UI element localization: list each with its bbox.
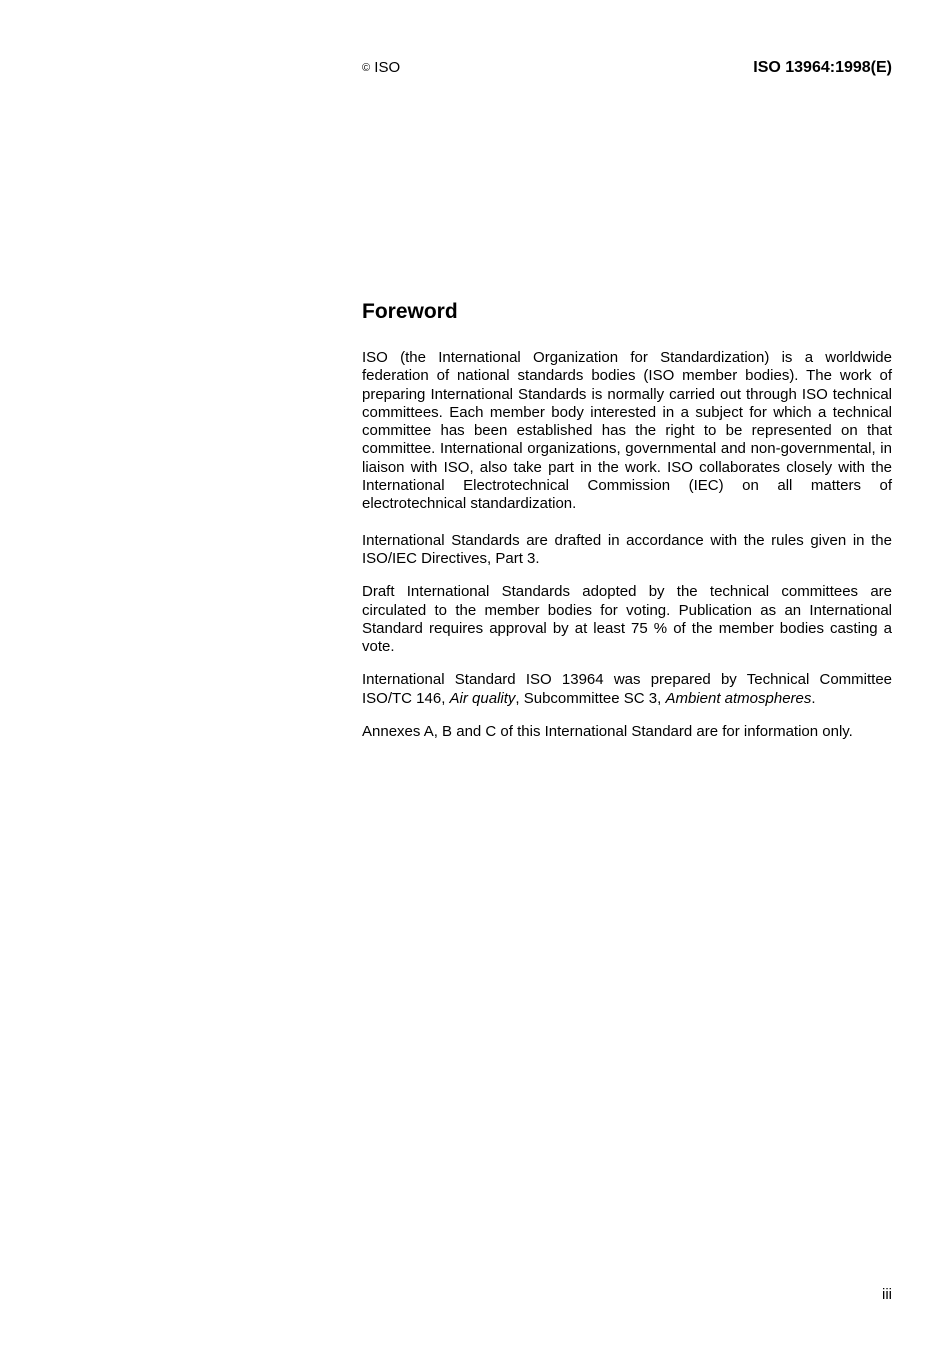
header-standard-id: ISO 13964:1998(E) [753,59,892,76]
paragraph-4-text-3: . [811,689,816,707]
copyright-symbol: © [362,62,371,74]
foreword-body [362,349,892,741]
subcommittee-name: Ambient atmospheres [665,689,812,707]
committee-name: Air quality [449,689,516,707]
foreword-paragraph-3: Draft International Standards adopted by the technical committees are circulated to the member bodies for voting. Publication as an International Standard requires approval by at least 75 % of the member bodies casting a vote. [362,583,892,656]
header-publisher: ISO [374,59,401,76]
paragraph-4-text-1: International Standard ISO 13964 was prepared by Technical Committee ISO/TC 146, [362,671,892,707]
foreword-paragraph-2: International Standards are drafted in accordance with the rules given in the ISO/IEC Directives, Part 3. [362,531,892,567]
section-title: Foreword [362,300,458,323]
paragraph-4-text-2: , Subcommittee SC 3, [515,689,666,707]
foreword-paragraph-4 [362,671,892,708]
foreword-paragraph-5: Annexes A, B and C of this International Standard are for information only. [362,723,853,741]
foreword-paragraph-1: ISO (the International Organization for Standardization) is a worldwide federation of national standards bodies (ISO member bodies). The work of preparing International Standards is normally carried out through ISO technical committees. Each member body interested in a subject for which a technical committee has been established has the right to be represented on that committee. International organizations, governmental and non-governmental, in liaison with ISO, also take part in the work. ISO collaborates closely with the International Electrotechnical Commission (IEC) on all matters of electrotechnical standardization. [362,349,892,513]
header-copyright [362,59,400,77]
page-number: iii [882,1286,892,1303]
